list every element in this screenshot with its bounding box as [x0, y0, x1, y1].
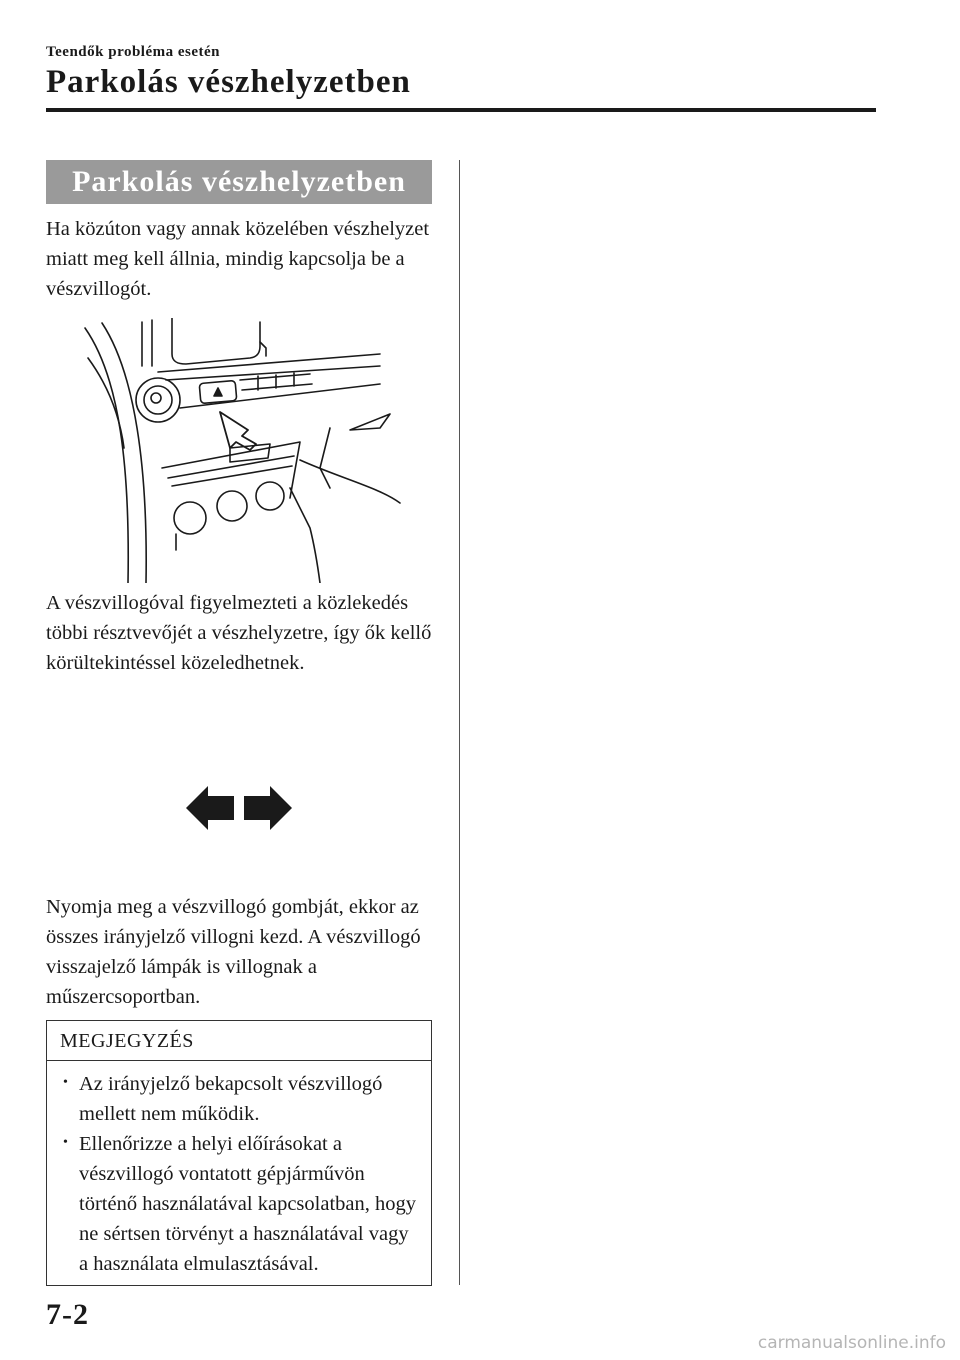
turn-signal-arrows-icon: [186, 786, 292, 830]
right-arrow-icon: [244, 786, 292, 830]
bullet: •: [63, 1135, 68, 1150]
page-title: Parkolás vészhelyzetben: [46, 64, 411, 100]
watermark: carmanualsonline.info: [757, 1333, 946, 1353]
heading-rule: [46, 108, 876, 112]
note-item-text: Az irányjelző bekapcsolt vészvillogó mellett nem működik.: [79, 1073, 383, 1125]
climate-knob: [174, 502, 206, 534]
dashboard-hazard-button-figure: [80, 318, 410, 583]
left-arrow-icon: [186, 786, 234, 830]
section-banner: Parkolás vészhelyzetben: [46, 160, 432, 204]
column-divider: [459, 160, 460, 1285]
note-box: [46, 1020, 432, 1286]
pointer-arrow: [220, 412, 256, 450]
hazard-instruction-paragraph: Nyomja meg a vészvillogó gombját, ekkor az összes irányjelző villogni kezd. A vészvillogó visszajelző lámpák is villognak a műszercsoportban.: [46, 896, 421, 1008]
note-item: [63, 1129, 421, 1279]
note-list: [47, 1061, 431, 1279]
chapter-label: Teendők probléma esetén: [46, 44, 221, 60]
warning-paragraph: A vészvillogóval figyelmezteti a közlekedés többi résztvevőjét a vészhelyzetre, így ők kellő körültekintéssel közeledhetnek.: [46, 592, 432, 674]
note-title: MEGJEGYZÉS: [47, 1021, 431, 1061]
air-vent: [136, 378, 180, 422]
note-item-text: Ellenőrizze a helyi előírásokat a vészvillogó vontatott gépjárművön történő használatával kapcsolatban, hogy ne sértsen törvényt a használatával vagy a használata elmulasztásával.: [79, 1133, 416, 1275]
page-number: 7-2: [46, 1298, 89, 1331]
bullet: •: [63, 1075, 68, 1090]
note-item: [63, 1069, 421, 1129]
intro-paragraph: Ha közúton vagy annak közelében vészhelyzet miatt meg kell állnia, mindig kapcsolja be a vészvillogót.: [46, 218, 430, 300]
